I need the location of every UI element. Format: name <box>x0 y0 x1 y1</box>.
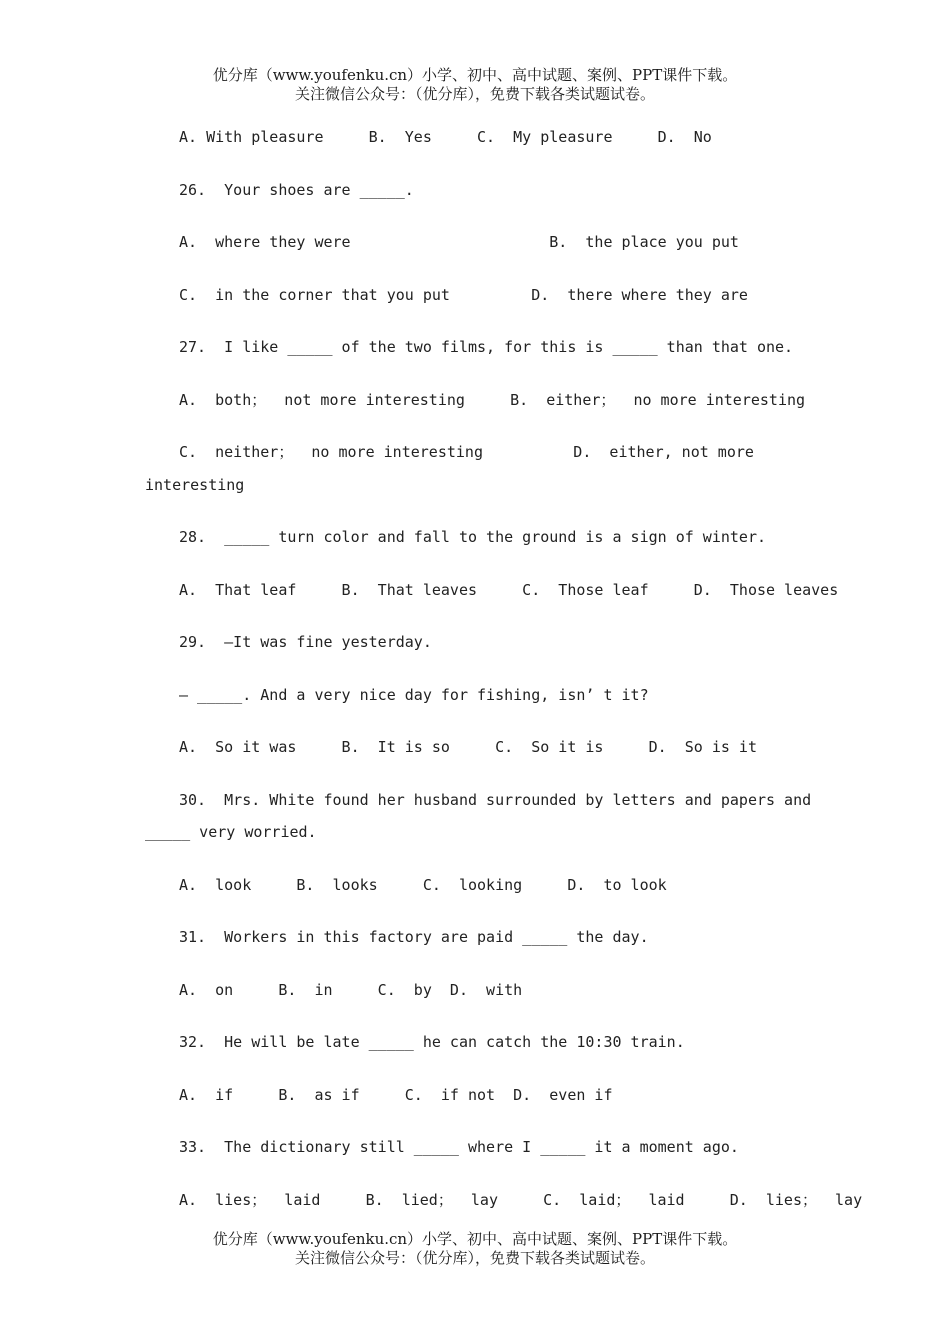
page-footer <box>0 1230 950 1268</box>
options-q27-continued: interesting <box>145 476 245 494</box>
options-q25: A. With pleasure B. Yes C. My pleasure D. No <box>179 128 712 146</box>
footer-line-1: 优分库（www.youfenku.cn）小学、初中、高中试题、案例、PPT课件下载。 <box>212 1230 738 1248</box>
options-q31: A. on B. in C. by D. with <box>179 981 523 999</box>
options-q33: A. lies； laid B. lied； lay C. laid； laid D. lies； lay <box>179 1191 863 1209</box>
options-q27-cd: C. neither； no more interesting D. either, not more <box>179 443 754 461</box>
header-line-1: 优分库（www.youfenku.cn）小学、初中、高中试题、案例、PPT课件下载。 <box>212 66 738 84</box>
options-q27-ab: A. both； not more interesting B. either； no more interesting <box>179 391 806 409</box>
question-28: 28. _____ turn color and fall to the ground is a sign of winter. <box>179 528 766 546</box>
question-29: 29. —It was fine yesterday. <box>179 633 432 651</box>
question-33: 33. The dictionary still _____ where I _____ it a moment ago. <box>179 1138 739 1156</box>
question-26: 26. Your shoes are _____. <box>179 181 414 199</box>
question-32: 32. He will be late _____ he can catch the 10:30 train. <box>179 1033 685 1051</box>
header-line-2: 关注微信公众号：（优分库），免费下载各类试题试卷。 <box>294 85 655 103</box>
footer-line-2: 关注微信公众号：（优分库），免费下载各类试题试卷。 <box>294 1249 655 1267</box>
options-q26-ab: A. where they were B. the place you put <box>179 233 739 251</box>
question-29-reply: — _____. And a very nice day for fishing, isn’ t it? <box>179 686 649 704</box>
options-q28: A. That leaf B. That leaves C. Those leaf D. Those leaves <box>179 581 839 599</box>
question-27: 27. I like _____ of the two films, for this is _____ than that one. <box>179 338 794 356</box>
question-30-continued: _____ very worried. <box>145 823 317 841</box>
options-q26-cd: C. in the corner that you put D. there where they are <box>179 286 748 304</box>
options-q32: A. if B. as if C. if not D. even if <box>179 1086 613 1104</box>
question-30: 30. Mrs. White found her husband surrounded by letters and papers and <box>179 791 812 809</box>
options-q30: A. look B. looks C. looking D. to look <box>179 876 667 894</box>
options-q29: A. So it was B. It is so C. So it is D. So is it <box>179 738 757 756</box>
question-31: 31. Workers in this factory are paid _____ the day. <box>179 928 649 946</box>
